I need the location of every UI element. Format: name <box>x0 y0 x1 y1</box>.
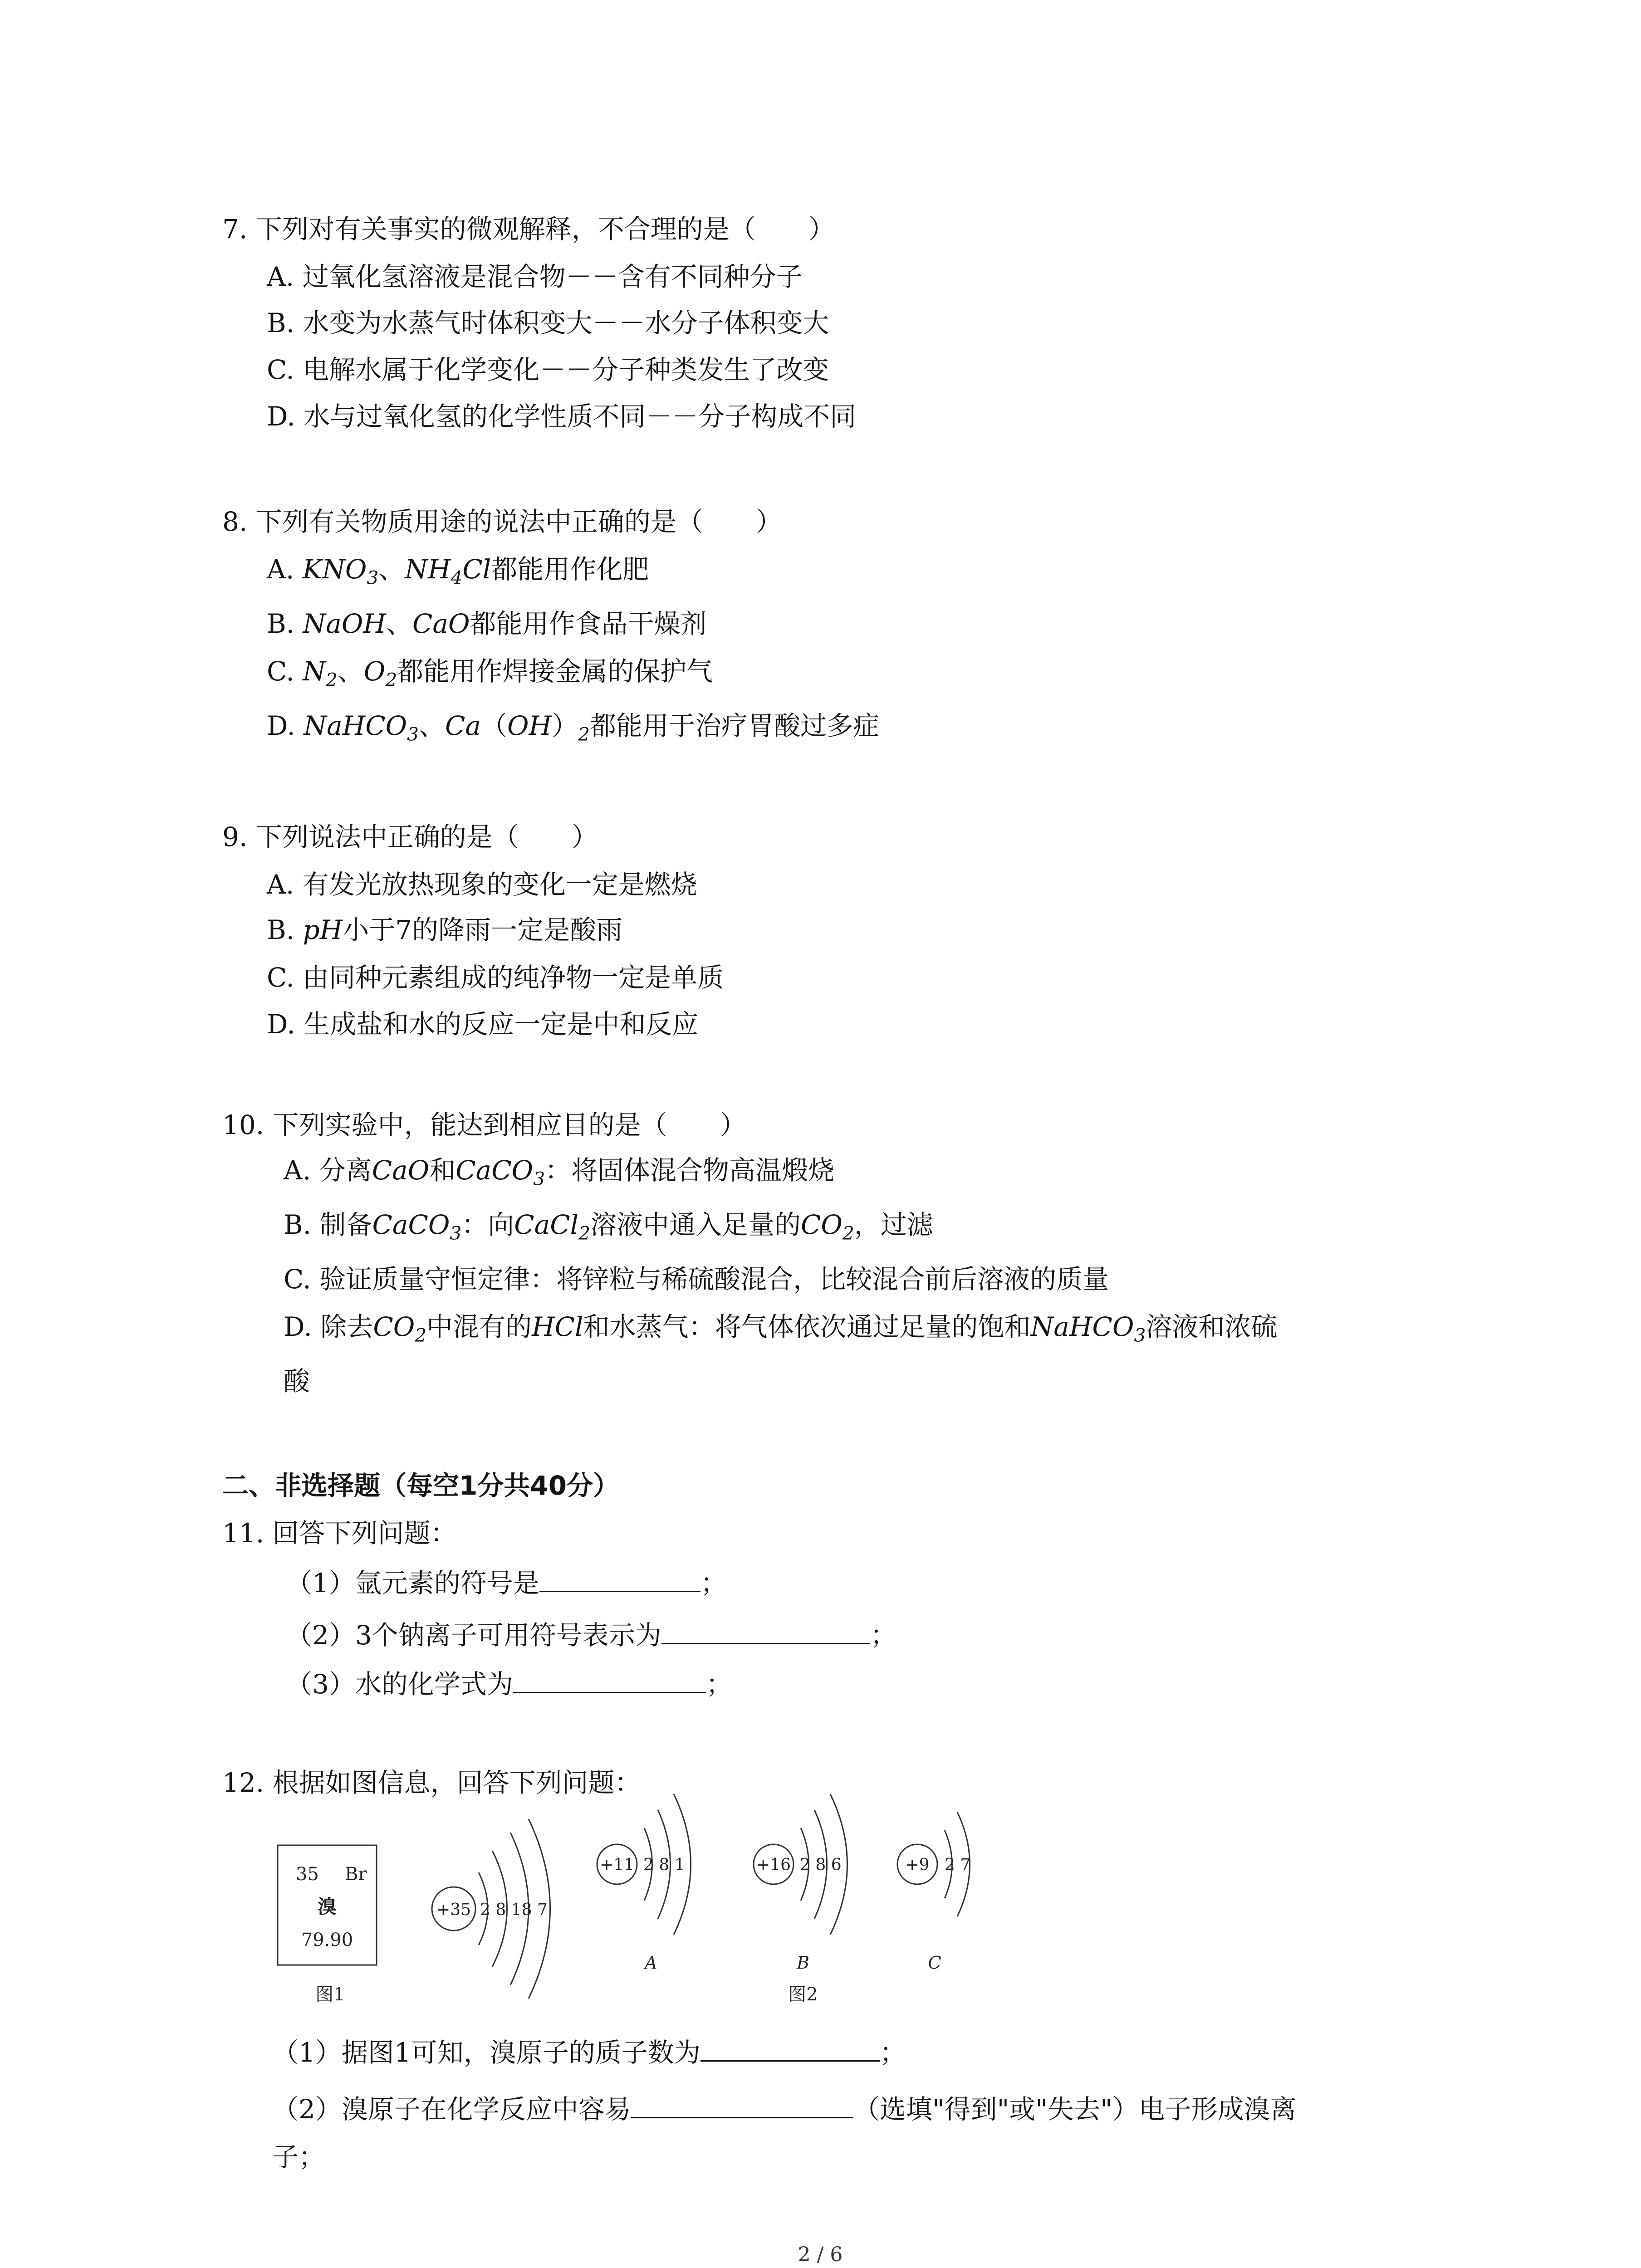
atom-c-label: C <box>928 1953 941 1973</box>
section-heading: 二、非选择题（每空1分共40分） <box>222 1470 620 1501</box>
atom-a-label: A <box>645 1953 657 1973</box>
element-name: 溴 <box>317 1896 337 1918</box>
q8-option-d: D. NaHCO$_3$、$Ca(OH)_2$都能用于治疗胃酸过多症 <box>267 710 879 745</box>
q10-option-b: B. 制备CaCO$_3$：向CaCl$_2$溶液中通入足量的$CO_2$，过滤 <box>284 1209 933 1244</box>
q10-option-d: D. 除去$CO_2$中混有的HCl和水蒸气：将气体依次通过足量的饱和NaHCO$_3$溶液和浓硫 <box>284 1311 1278 1346</box>
q10-option-d-continued: 酸 <box>284 1366 310 1397</box>
atom-b-diagram <box>754 1794 847 1973</box>
element-symbol: Br <box>345 1864 367 1885</box>
electron-counts: 2 8 1 <box>643 1856 685 1874</box>
q8-option-c: C. $N_2$、$O_2$都能用作焊接金属的保护气 <box>267 656 713 691</box>
q12-part-2: （2）溴原子在化学反应中容易 （选填"得到"或"失去"）电子形成溴离 <box>272 2089 1297 2127</box>
q7-option-a: A. 过氧化氢溶液是混合物－－含有不同种分子 <box>267 261 803 292</box>
q9-option-b: B. pH小于7的降雨一定是酸雨 <box>267 914 623 945</box>
q12-part-1: （1）据图1可知，溴原子的质子数为 ； <box>272 2032 906 2071</box>
nucleus-charge: +9 <box>905 1856 930 1874</box>
atom-c-diagram <box>897 1812 970 1973</box>
q10-stem: 10. 下列实验中，能达到相应目的是（ ） <box>222 1110 746 1140</box>
q7-option-b: B. 水变为水蒸气时体积变大－－水分子体积变大 <box>267 308 829 338</box>
q7-stem: 7. 下列对有关事实的微观解释，不合理的是（ ） <box>222 214 835 244</box>
bromine-atom-diagram <box>432 1819 550 1999</box>
figure-2-label: 图2 <box>788 1984 818 2005</box>
q11-stem: 11. 回答下列问题： <box>222 1518 457 1549</box>
q11-part-2: （2）3个钠离子可用符号表示为 ； <box>286 1615 896 1653</box>
answer-blank[interactable] <box>631 2089 853 2118</box>
figure-1-label: 图1 <box>315 1984 345 2005</box>
q11-part-3: （3）水的化学式为 ； <box>286 1664 732 1702</box>
q9-option-a: A. 有发光放热现象的变化一定是燃烧 <box>267 869 697 900</box>
q11-part-1: （1）氩元素的符号是 ； <box>286 1563 727 1601</box>
q12-stem: 12. 根据如图信息，回答下列问题： <box>222 1767 641 1798</box>
atom-a-diagram <box>597 1794 691 1973</box>
q8-option-b: B. NaOH、CaO都能用作食品干燥剂 <box>267 608 707 639</box>
q7-option-d: D. 水与过氧化氢的化学性质不同－－分子构成不同 <box>267 401 857 432</box>
nucleus-charge: +35 <box>436 1901 471 1919</box>
electron-counts: 2 8 6 <box>800 1856 842 1874</box>
q9-option-c: C. 由同种元素组成的纯净物一定是单质 <box>267 962 724 993</box>
q8-stem: 8. 下列有关物质用途的说法中正确的是（ ） <box>222 506 782 537</box>
q9-stem: 9. 下列说法中正确的是（ ） <box>222 821 598 852</box>
q12-part-2-continued: 子； <box>272 2141 325 2172</box>
q9-option-d: D. 生成盐和水的反应一定是中和反应 <box>267 1009 699 1040</box>
q8-option-a: A. $KNO_3$、$NH_4Cl$都能用作化肥 <box>267 554 649 589</box>
q10-option-c: C. 验证质量守恒定律：将锌粒与稀硫酸混合，比较混合前后溶液的质量 <box>284 1264 1109 1295</box>
q7-option-c: C. 电解水属于化学变化－－分子种类发生了改变 <box>267 354 829 385</box>
q10-option-a: A. 分离CaO和CaCO$_3$：将固体混合物高温煅烧 <box>284 1155 835 1190</box>
electron-counts: 2 7 <box>945 1856 971 1874</box>
nucleus-charge: +11 <box>600 1856 634 1874</box>
atom-b-label: B <box>797 1953 809 1973</box>
answer-blank[interactable] <box>700 2032 880 2062</box>
nucleus-charge: +16 <box>756 1856 791 1874</box>
electron-counts: 2 8 18 7 <box>480 1901 548 1919</box>
page-number: 2 / 6 <box>798 2243 843 2266</box>
element-mass: 79.90 <box>301 1930 353 1950</box>
element-box <box>278 1845 377 1965</box>
element-number: 35 <box>296 1864 319 1885</box>
